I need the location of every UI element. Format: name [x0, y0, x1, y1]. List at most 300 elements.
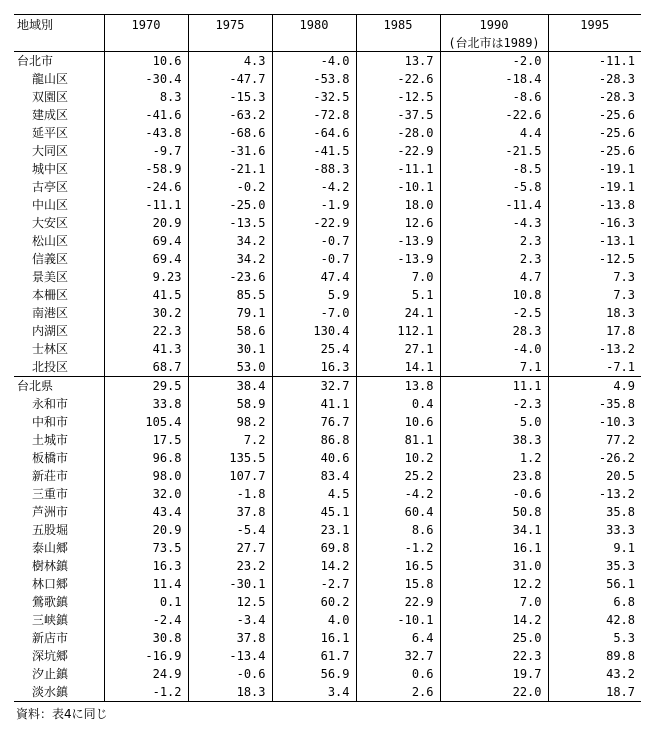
table-row: [14, 160, 641, 178]
value-1970: 41.3: [104, 340, 188, 358]
value-1985: 13.8: [356, 377, 440, 396]
value-1975: 37.8: [188, 629, 272, 647]
value-1995: -16.3: [598, 216, 635, 230]
value-1990: 7.1: [440, 358, 548, 377]
value-1975: 30.1: [188, 340, 272, 358]
value-1995: -25.6: [598, 144, 635, 158]
value-1980: -88.3: [272, 160, 356, 178]
value-1995: 20.5: [606, 469, 635, 483]
table-row: [14, 70, 641, 88]
value-1985: -10.1: [356, 611, 440, 629]
value-1980: 45.1: [272, 503, 356, 521]
value-1985: -12.5: [356, 88, 440, 106]
district-name: 深坑郷: [14, 647, 104, 665]
district-name: 建成区: [14, 106, 104, 124]
district-name: 城中区: [14, 160, 104, 178]
value-1985: -4.2: [356, 485, 440, 503]
value-1995: -12.5: [598, 252, 635, 266]
table-row: [14, 683, 641, 702]
value-1995: -26.2: [598, 451, 635, 465]
table-row: [14, 214, 641, 232]
value-1980: -32.5: [272, 88, 356, 106]
value-1970: 11.4: [104, 575, 188, 593]
value-1995: -35.8: [598, 397, 635, 411]
value-1975: 79.1: [188, 304, 272, 322]
value-1980: -22.9: [272, 214, 356, 232]
value-1980: 83.4: [272, 467, 356, 485]
district-name: 樹林鎮: [14, 557, 104, 575]
table-row: [14, 503, 641, 521]
value-1975: -13.4: [188, 647, 272, 665]
value-1990: 28.3: [440, 322, 548, 340]
district-name: 淡水鎮: [14, 683, 104, 702]
district-name: 中和市: [14, 413, 104, 431]
value-1970: 73.5: [104, 539, 188, 557]
value-1980: 41.1: [272, 395, 356, 413]
table-row: [14, 629, 641, 647]
value-1995: 35.3: [606, 559, 635, 573]
value-1995: -13.2: [598, 487, 635, 501]
value-1970: 29.5: [104, 377, 188, 396]
value-1975: 34.2: [188, 232, 272, 250]
value-1975: 7.2: [188, 431, 272, 449]
value-1995: 18.3: [606, 306, 635, 320]
value-1995: -25.6: [598, 126, 635, 140]
value-1985: -13.9: [356, 250, 440, 268]
value-1990: 2.3: [440, 232, 548, 250]
value-1970: 24.9: [104, 665, 188, 683]
value-1975: 34.2: [188, 250, 272, 268]
group-name: 台北県: [14, 377, 104, 396]
value-1985: 112.1: [356, 322, 440, 340]
value-1970: -1.2: [104, 683, 188, 702]
value-1975: 58.9: [188, 395, 272, 413]
value-1990: -2.3: [440, 395, 548, 413]
value-1975: -30.1: [188, 575, 272, 593]
value-1990: 25.0: [440, 629, 548, 647]
district-name: 大同区: [14, 142, 104, 160]
district-name: 三峡鎮: [14, 611, 104, 629]
value-1970: 17.5: [104, 431, 188, 449]
value-1995: -10.3: [598, 415, 635, 429]
value-1980: -7.0: [272, 304, 356, 322]
district-name: 双園区: [14, 88, 104, 106]
value-1995: 7.3: [613, 288, 635, 302]
table-body: [14, 52, 641, 702]
value-1975: 38.4: [188, 377, 272, 396]
table-row: [14, 178, 641, 196]
district-name: 中山区: [14, 196, 104, 214]
value-1980: 40.6: [272, 449, 356, 467]
value-1980: 32.7: [272, 377, 356, 396]
value-1975: -47.7: [188, 70, 272, 88]
district-name: 林口郷: [14, 575, 104, 593]
value-1990: 16.1: [440, 539, 548, 557]
value-1990: 31.0: [440, 557, 548, 575]
district-name: 新荘市: [14, 467, 104, 485]
value-1995: -11.1: [598, 54, 635, 68]
value-1970: 69.4: [104, 232, 188, 250]
value-1985: 16.5: [356, 557, 440, 575]
value-1975: -1.8: [188, 485, 272, 503]
value-1970: 98.0: [104, 467, 188, 485]
table-row: [14, 521, 641, 539]
header-year-1975: 1975: [188, 15, 272, 52]
value-1970: 0.1: [104, 593, 188, 611]
value-1985: 15.8: [356, 575, 440, 593]
value-1995: -19.1: [598, 180, 635, 194]
value-1985: 25.2: [356, 467, 440, 485]
value-1980: 56.9: [272, 665, 356, 683]
district-name: 松山区: [14, 232, 104, 250]
value-1985: -28.0: [356, 124, 440, 142]
value-1985: -13.9: [356, 232, 440, 250]
value-1990: -8.6: [440, 88, 548, 106]
value-1995: -13.2: [598, 342, 635, 356]
value-1980: 16.3: [272, 358, 356, 377]
value-1985: -11.1: [356, 160, 440, 178]
value-1975: -5.4: [188, 521, 272, 539]
value-1975: 18.3: [188, 683, 272, 702]
table-row: [14, 413, 641, 431]
header-year-1995: 1995: [548, 15, 641, 52]
district-name: 泰山郷: [14, 539, 104, 557]
table-row: [14, 340, 641, 358]
value-1985: 14.1: [356, 358, 440, 377]
value-1990: 10.8: [440, 286, 548, 304]
table-row: [14, 142, 641, 160]
value-1990: -4.0: [440, 340, 548, 358]
value-1980: -1.9: [272, 196, 356, 214]
district-name: 鶯歌鎮: [14, 593, 104, 611]
value-1980: 16.1: [272, 629, 356, 647]
value-1995: -7.1: [606, 360, 635, 374]
value-1995: 35.8: [606, 505, 635, 519]
table-row: [14, 232, 641, 250]
value-1995: 77.2: [606, 433, 635, 447]
district-name: 内湖区: [14, 322, 104, 340]
source-note: 資料：表4に同じ: [16, 707, 108, 721]
table-header: [14, 15, 641, 52]
value-1985: 6.4: [356, 629, 440, 647]
value-1985: 10.6: [356, 413, 440, 431]
table-row: [14, 268, 641, 286]
value-1970: -30.4: [104, 70, 188, 88]
value-1995: 17.8: [606, 324, 635, 338]
header-year-1985: 1985: [356, 15, 440, 52]
value-1990: 19.7: [440, 665, 548, 683]
value-1975: -3.4: [188, 611, 272, 629]
value-1985: 18.0: [356, 196, 440, 214]
value-1980: 25.4: [272, 340, 356, 358]
value-1975: -23.6: [188, 268, 272, 286]
value-1970: -58.9: [104, 160, 188, 178]
header-year-1980: 1980: [272, 15, 356, 52]
value-1990: 4.4: [440, 124, 548, 142]
district-name: 景美区: [14, 268, 104, 286]
value-1970: 8.3: [104, 88, 188, 106]
value-1990: -18.4: [440, 70, 548, 88]
table-row: [14, 467, 641, 485]
value-1975: -68.6: [188, 124, 272, 142]
table-row: [14, 124, 641, 142]
district-name: 龍山区: [14, 70, 104, 88]
value-1975: 4.3: [188, 52, 272, 71]
value-1995: -19.1: [598, 162, 635, 176]
value-1990: 5.0: [440, 413, 548, 431]
district-name: 汐止鎮: [14, 665, 104, 683]
value-1970: -24.6: [104, 178, 188, 196]
value-1980: -4.2: [272, 178, 356, 196]
value-1980: -0.7: [272, 250, 356, 268]
value-1970: -9.7: [104, 142, 188, 160]
value-1980: 86.8: [272, 431, 356, 449]
value-1970: 9.23: [104, 268, 188, 286]
value-1990: 38.3: [440, 431, 548, 449]
value-1975: 37.8: [188, 503, 272, 521]
value-1990: 23.8: [440, 467, 548, 485]
value-1970: 20.9: [104, 214, 188, 232]
value-1980: -72.8: [272, 106, 356, 124]
value-1975: -0.6: [188, 665, 272, 683]
value-1980: 3.4: [272, 683, 356, 702]
value-1985: 24.1: [356, 304, 440, 322]
value-1990: -4.3: [440, 214, 548, 232]
value-1990: -0.6: [440, 485, 548, 503]
value-1975: -0.2: [188, 178, 272, 196]
table-row: [14, 196, 641, 214]
table-row: [14, 286, 641, 304]
value-1970: -41.6: [104, 106, 188, 124]
value-1975: 53.0: [188, 358, 272, 377]
value-1975: -15.3: [188, 88, 272, 106]
table-row: [14, 431, 641, 449]
table-row: [14, 250, 641, 268]
group-name: 台北市: [14, 52, 104, 71]
district-name: 土城市: [14, 431, 104, 449]
value-1975: -63.2: [188, 106, 272, 124]
value-1995: 42.8: [606, 613, 635, 627]
value-1995: 89.8: [606, 649, 635, 663]
value-1990: -11.4: [440, 196, 548, 214]
value-1990: 11.1: [440, 377, 548, 396]
value-1995: -28.3: [598, 72, 635, 86]
table-row: [14, 665, 641, 683]
district-name: 板橋市: [14, 449, 104, 467]
value-1990: 4.7: [440, 268, 548, 286]
value-1980: 61.7: [272, 647, 356, 665]
header-year-1990: 1990: [440, 15, 548, 36]
district-name: 大安区: [14, 214, 104, 232]
value-1970: 105.4: [104, 413, 188, 431]
district-name: 南港区: [14, 304, 104, 322]
district-name: 五股堀: [14, 521, 104, 539]
value-1995: 4.9: [548, 377, 641, 396]
header-note-1990: (台北市は1989): [440, 35, 548, 52]
district-name: 永和市: [14, 395, 104, 413]
header-region-label: 地域別: [14, 15, 104, 52]
district-name: 新店市: [14, 629, 104, 647]
value-1985: -22.9: [356, 142, 440, 160]
value-1970: 68.7: [104, 358, 188, 377]
value-1970: -2.4: [104, 611, 188, 629]
district-name: 三重市: [14, 485, 104, 503]
value-1980: 130.4: [272, 322, 356, 340]
header-year-1970: 1970: [104, 15, 188, 52]
value-1990: 2.3: [440, 250, 548, 268]
table-row: [14, 485, 641, 503]
value-1990: -2.5: [440, 304, 548, 322]
value-1990: -22.6: [440, 106, 548, 124]
value-1970: 43.4: [104, 503, 188, 521]
value-1985: 7.0: [356, 268, 440, 286]
value-1975: 58.6: [188, 322, 272, 340]
value-1980: 14.2: [272, 557, 356, 575]
value-1975: -25.0: [188, 196, 272, 214]
value-1995: 5.3: [613, 631, 635, 645]
value-1995: -13.1: [598, 234, 635, 248]
value-1985: -1.2: [356, 539, 440, 557]
value-1990: 14.2: [440, 611, 548, 629]
value-1985: 0.4: [356, 395, 440, 413]
value-1985: -22.6: [356, 70, 440, 88]
value-1980: -64.6: [272, 124, 356, 142]
value-1970: 33.8: [104, 395, 188, 413]
value-1985: 27.1: [356, 340, 440, 358]
value-1985: 5.1: [356, 286, 440, 304]
group-total-row: [14, 52, 641, 71]
table-row: [14, 611, 641, 629]
table-row: [14, 575, 641, 593]
value-1990: 22.3: [440, 647, 548, 665]
value-1985: 10.2: [356, 449, 440, 467]
value-1970: -11.1: [104, 196, 188, 214]
table-row: [14, 449, 641, 467]
value-1975: -31.6: [188, 142, 272, 160]
value-1995: -13.8: [598, 198, 635, 212]
value-1990: 34.1: [440, 521, 548, 539]
population-change-table: [14, 14, 641, 702]
value-1975: 23.2: [188, 557, 272, 575]
value-1970: 32.0: [104, 485, 188, 503]
value-1980: -0.7: [272, 232, 356, 250]
value-1990: 50.8: [440, 503, 548, 521]
value-1995: 9.1: [613, 541, 635, 555]
table-row: [14, 539, 641, 557]
table-row: [14, 593, 641, 611]
value-1975: 135.5: [188, 449, 272, 467]
district-name: 信義区: [14, 250, 104, 268]
value-1970: 69.4: [104, 250, 188, 268]
value-1985: 22.9: [356, 593, 440, 611]
value-1980: 4.5: [272, 485, 356, 503]
value-1990: 7.0: [440, 593, 548, 611]
value-1980: 23.1: [272, 521, 356, 539]
table-row: [14, 304, 641, 322]
value-1980: 4.0: [272, 611, 356, 629]
value-1980: 76.7: [272, 413, 356, 431]
value-1975: 98.2: [188, 413, 272, 431]
value-1980: -53.8: [272, 70, 356, 88]
table-row: [14, 557, 641, 575]
district-name: 士林区: [14, 340, 104, 358]
table-row: [14, 322, 641, 340]
value-1970: 41.5: [104, 286, 188, 304]
value-1980: -4.0: [272, 52, 356, 71]
value-1980: -2.7: [272, 575, 356, 593]
value-1975: -21.1: [188, 160, 272, 178]
value-1970: 30.2: [104, 304, 188, 322]
value-1985: 13.7: [356, 52, 440, 71]
value-1970: 30.8: [104, 629, 188, 647]
district-name: 本柵区: [14, 286, 104, 304]
value-1970: 22.3: [104, 322, 188, 340]
value-1970: 96.8: [104, 449, 188, 467]
value-1985: -10.1: [356, 178, 440, 196]
value-1990: 22.0: [440, 683, 548, 702]
value-1990: -5.8: [440, 178, 548, 196]
value-1995: -25.6: [598, 108, 635, 122]
value-1970: 20.9: [104, 521, 188, 539]
value-1970: 16.3: [104, 557, 188, 575]
value-1970: -16.9: [104, 647, 188, 665]
value-1975: 12.5: [188, 593, 272, 611]
value-1995: -28.3: [598, 90, 635, 104]
value-1975: 27.7: [188, 539, 272, 557]
value-1970: -43.8: [104, 124, 188, 142]
value-1995: 43.2: [606, 667, 635, 681]
district-name: 延平区: [14, 124, 104, 142]
value-1990: -8.5: [440, 160, 548, 178]
value-1980: 47.4: [272, 268, 356, 286]
table-row: [14, 106, 641, 124]
group-total-row: [14, 377, 641, 396]
value-1985: 32.7: [356, 647, 440, 665]
district-name: 北投区: [14, 358, 104, 377]
value-1985: 8.6: [356, 521, 440, 539]
value-1970: 10.6: [104, 52, 188, 71]
value-1990: 12.2: [440, 575, 548, 593]
table-row: [14, 647, 641, 665]
value-1995: 18.7: [548, 683, 641, 702]
value-1990: -21.5: [440, 142, 548, 160]
table-row: [14, 358, 641, 377]
table-row: [14, 395, 641, 413]
value-1975: 107.7: [188, 467, 272, 485]
value-1995: 56.1: [606, 577, 635, 591]
value-1985: 0.6: [356, 665, 440, 683]
value-1980: 5.9: [272, 286, 356, 304]
district-name: 芦洲市: [14, 503, 104, 521]
value-1980: 69.8: [272, 539, 356, 557]
value-1995: 7.3: [613, 270, 635, 284]
value-1985: 81.1: [356, 431, 440, 449]
value-1975: -13.5: [188, 214, 272, 232]
value-1985: 12.6: [356, 214, 440, 232]
value-1990: -2.0: [440, 52, 548, 71]
value-1975: 85.5: [188, 286, 272, 304]
value-1985: -37.5: [356, 106, 440, 124]
value-1980: -41.5: [272, 142, 356, 160]
value-1995: 6.8: [613, 595, 635, 609]
value-1990: 1.2: [440, 449, 548, 467]
table-row: [14, 88, 641, 106]
value-1985: 60.4: [356, 503, 440, 521]
value-1980: 60.2: [272, 593, 356, 611]
district-name: 古亭区: [14, 178, 104, 196]
value-1995: 33.3: [606, 523, 635, 537]
value-1985: 2.6: [356, 683, 440, 702]
